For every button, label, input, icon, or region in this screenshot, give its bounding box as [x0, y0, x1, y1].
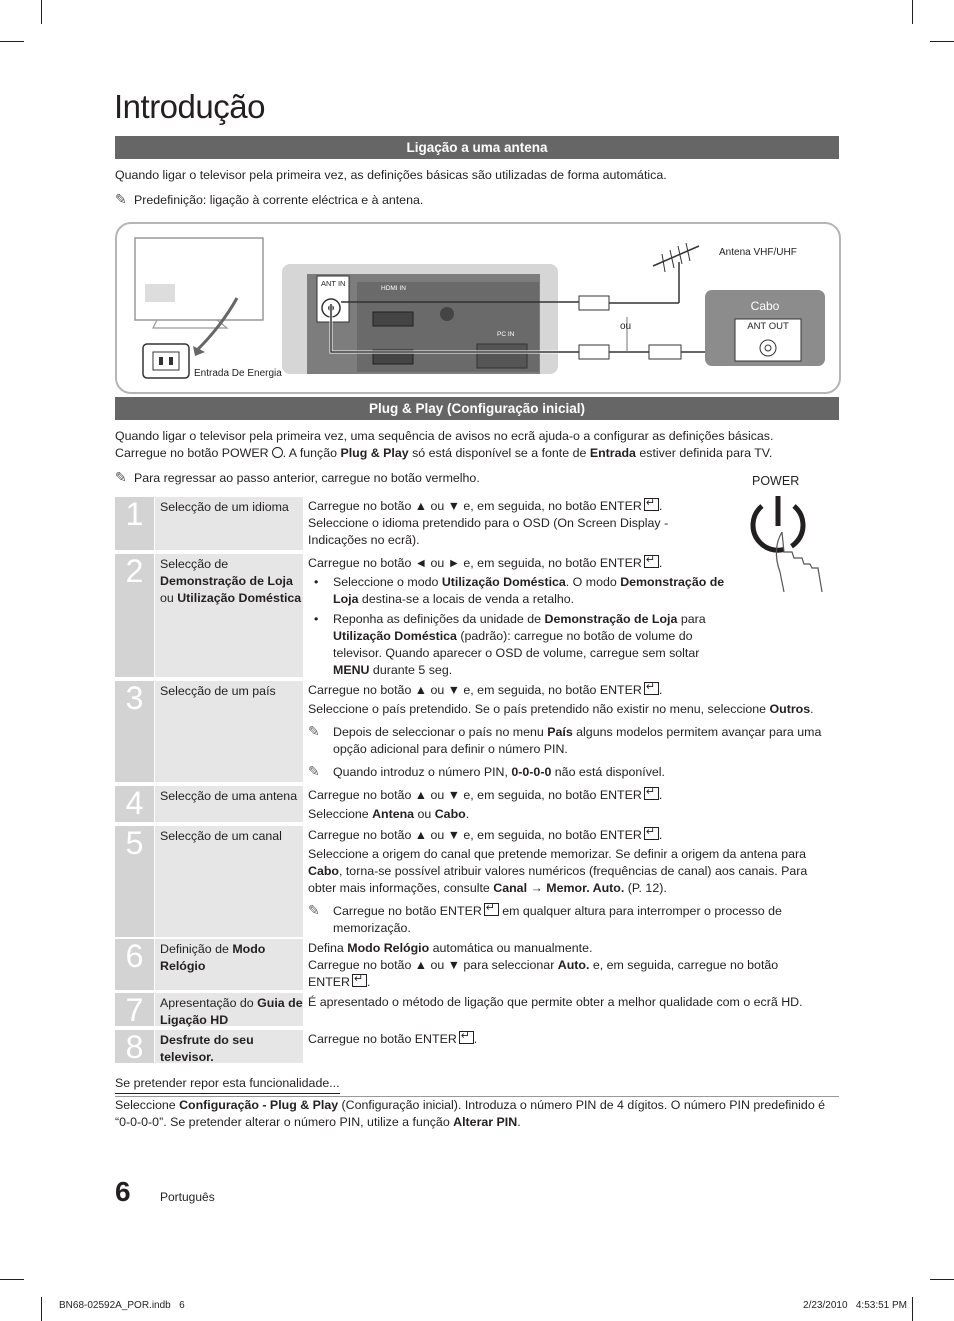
step-row-4	[115, 786, 839, 822]
step-row-6	[115, 939, 839, 990]
step-label: Apresentação do Guia de Ligação HD	[155, 993, 303, 1026]
cable-box-title: Cabo	[750, 299, 780, 313]
antenna-label: Antena VHF/UHF	[719, 247, 797, 258]
step-row-1	[115, 497, 839, 550]
step-label: Selecção de um canal	[155, 826, 303, 937]
crop-mark	[41, 1297, 42, 1321]
print-datetime: 2/23/2010 4:53:51 PM	[803, 1300, 907, 1311]
step-label: Selecção de Demonstração de Loja ou Utilização Doméstica	[155, 554, 303, 677]
plug-note: ✎ Para regressar ao passo anterior, carregue no botão vermelho.	[115, 469, 480, 485]
step-number: 1	[115, 497, 154, 550]
step-label: Selecção de um idioma	[155, 497, 303, 550]
step-description: Carregue no botão ▲ ou ▼ e, em seguida, no botão ENTER↵ . Seleccione a origem do canal que pretende memorizar. Se definir a origem da antena para Cabo, torna-se possível atribuir valores numéricos (frequências de canal) aos canais. Para obter mais informações, consulte Canal → Memor. Auto. (P. 12). ✎ Carregue no botão ENTER↵ em qualquer altura para interromper o processo de memorização.	[308, 827, 833, 937]
page-title: Introdução	[114, 88, 265, 125]
section-heading-plug-and-play: Plug & Play (Configuração inicial)	[115, 397, 839, 420]
crop-mark	[0, 1279, 24, 1280]
step-number: 4	[115, 786, 154, 822]
reset-heading: Se pretender repor esta funcionalidade...	[115, 1075, 340, 1094]
crop-mark	[41, 0, 42, 24]
power-label: POWER	[752, 474, 800, 488]
antenna-intro: Quando ligar o televisor pela primeira vez, as definições básicas são utilizadas de forma automática.	[115, 168, 667, 182]
enter-icon	[644, 682, 659, 695]
step-number: 3	[115, 681, 154, 782]
antenna-note: ✎ Predefinição: ligação à corrente eléctrica e à antena.	[115, 191, 424, 207]
power-input-label: Entrada De Energia	[194, 368, 282, 379]
crop-mark	[0, 41, 24, 42]
enter-icon	[644, 498, 659, 511]
page-language: Português	[160, 1190, 215, 1204]
enter-icon	[484, 903, 499, 916]
step-number: 8	[115, 1030, 154, 1063]
step-description: Carregue no botão ▲ ou ▼ e, em seguida, no botão ENTER↵ . Seleccione o país pretendido. Se o país pretendido não existir no menu, seleccione Outros. ✎ Depois de seleccionar o país no menu País alguns modelos permitem avançar para uma opção adicional para definir o número PIN. ✎ Quando introduz o número PIN, 0-0-0-0 não está disponível.	[308, 682, 839, 781]
enter-icon	[352, 974, 367, 987]
plug-intro: Quando ligar o televisor pela primeira vez, uma sequência de avisos no ecrã ajuda-o a configurar as definições básicas. Carregue no botão POWER . A função Plug & Play só está disponível se a fonte de Entrada estiver definida para TV.	[115, 429, 774, 460]
note-icon: ✎	[115, 469, 127, 485]
connection-diagram	[115, 222, 841, 394]
section-heading-antenna: Ligação a uma antena	[115, 136, 839, 159]
crop-mark	[930, 41, 954, 42]
step-description: Defina Modo Relógio automática ou manualmente. Carregue no botão ▲ ou ▼ para seleccionar Auto. e, em seguida, carregue no botão ENTER↵ .	[308, 940, 818, 991]
crop-mark	[912, 1297, 913, 1321]
step-number: 2	[115, 554, 154, 677]
ant-in-label: ANT IN	[321, 279, 346, 288]
crop-mark	[930, 1279, 954, 1280]
ant-out-label: ANT OUT	[747, 321, 789, 332]
step-description: Carregue no botão ◄ ou ► e, em seguida, no botão ENTER↵ . • Seleccione o modo Utilização Doméstica. O modo Demonstração de Loja destina-se a locais de venda a retalho. • Reponha as definições da unidade de Demonstração de Loja para Utilização Doméstica (padrão): carregue no botão de volume do televisor. Quando aparecer o OSD de volume, carregue sem soltar MENU durante 5 seg.	[308, 555, 728, 679]
enter-icon	[644, 787, 659, 800]
step-number: 6	[115, 939, 154, 990]
pc-in-label: PC IN	[497, 331, 515, 338]
power-small-icon	[272, 447, 283, 458]
reset-text: Seleccione Configuração - Plug & Play (Configuração inicial). Introduza o número PIN de 4 dígitos. O número PIN predefinido é “0-0-0-0”. Se pretender alterar o número PIN, utilize a função Alterar PIN.	[115, 1098, 826, 1129]
print-file-name: BN68-02592A_POR.indb 6	[59, 1300, 185, 1311]
step-label: Selecção de uma antena	[155, 786, 303, 822]
step-description: Carregue no botão ▲ ou ▼ e, em seguida, no botão ENTER↵ . Seleccione o idioma pretendido para o OSD (On Screen Display - Indicações no ecrã).	[308, 498, 708, 549]
note-icon: ✎	[115, 191, 127, 207]
step-row-8	[115, 1030, 839, 1063]
page-number: 6	[115, 1176, 131, 1207]
step-description: É apresentado o método de ligação que permite obter a melhor qualidade com o ecrã HD.	[308, 995, 803, 1009]
step-number: 7	[115, 993, 154, 1026]
step-row-3	[115, 681, 839, 782]
crop-mark	[912, 0, 913, 24]
step-row-7	[115, 993, 839, 1026]
step-row-5	[115, 826, 839, 937]
enter-icon	[459, 1031, 474, 1044]
step-label: Desfrute do seu televisor.	[155, 1030, 303, 1063]
step-row-2	[115, 554, 839, 677]
step-label: Definição de Modo Relógio	[155, 939, 303, 990]
enter-icon	[644, 827, 659, 840]
enter-icon	[644, 555, 659, 568]
step-label: Selecção de um país	[155, 681, 303, 782]
step-description: Carregue no botão ▲ ou ▼ e, em seguida, no botão ENTER↵ . Seleccione Antena ou Cabo.	[308, 787, 728, 823]
hdmi-in-label: HDMI IN	[381, 285, 406, 292]
step-description: Carregue no botão ENTER↵ .	[308, 1031, 728, 1048]
or-label: ou	[620, 321, 632, 332]
step-number: 5	[115, 826, 154, 937]
